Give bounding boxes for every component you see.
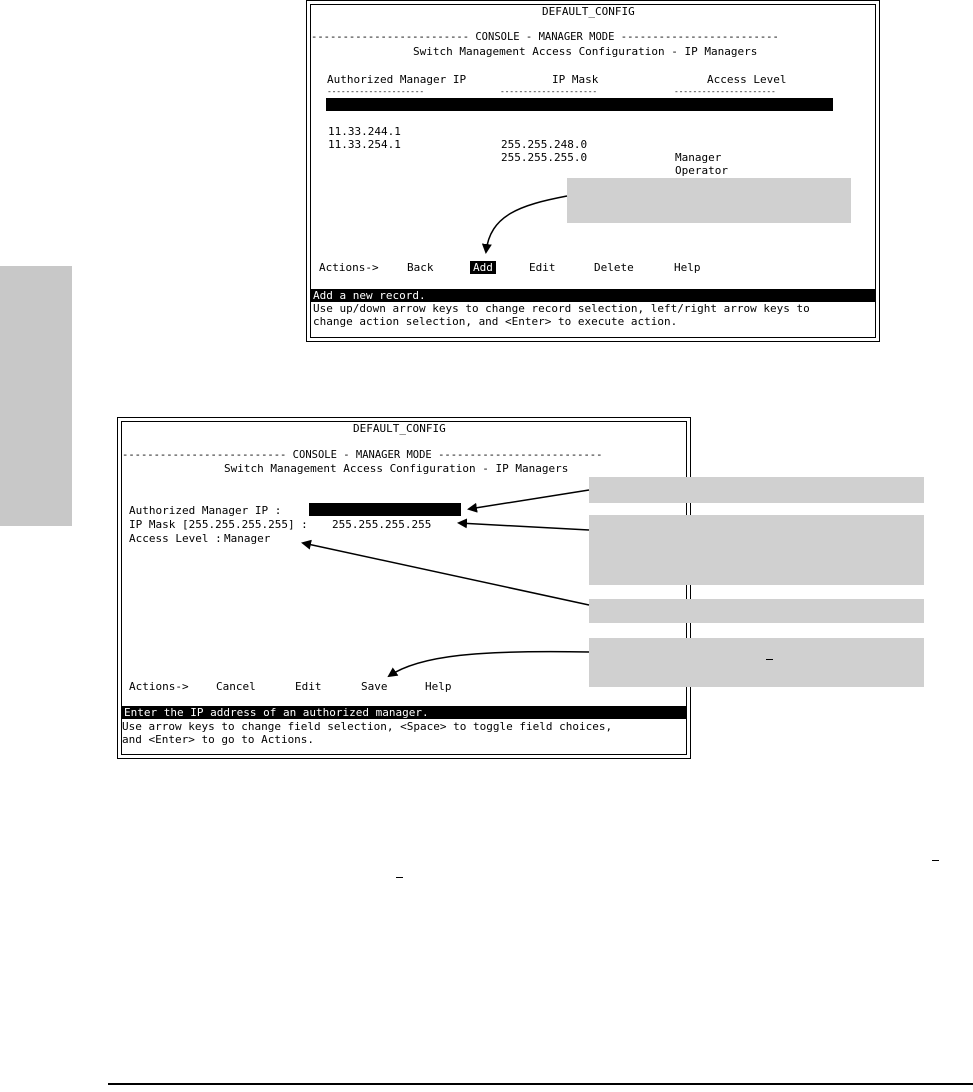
action-help[interactable]: Help	[674, 261, 701, 274]
column-dashes-level: ----------------------	[674, 87, 776, 96]
authorized-ip-label: Authorized Manager IP :	[129, 504, 282, 517]
help-line-2: and <Enter> to go to Actions.	[122, 733, 315, 746]
action-add[interactable]: Add	[470, 261, 496, 274]
status-line: Enter the IP address of an authorized manager.	[122, 706, 686, 719]
help-line-2: change action selection, and <Enter> to execute action.	[313, 315, 678, 328]
action-help[interactable]: Help	[425, 680, 452, 693]
action-delete[interactable]: Delete	[594, 261, 634, 274]
row-level: Manager	[675, 151, 722, 164]
actions-label: Actions->	[129, 680, 189, 693]
row-mask: 255.255.248.0	[501, 138, 588, 151]
action-edit[interactable]: Edit	[529, 261, 556, 274]
action-edit[interactable]: Edit	[295, 680, 322, 693]
status-line: Add a new record.	[311, 289, 875, 302]
row-ip: 11.33.244.1	[328, 125, 401, 138]
column-dashes-ip: ---------------------	[327, 87, 424, 96]
screen-title: DEFAULT_CONFIG	[353, 422, 446, 435]
access-level-field[interactable]: Manager	[224, 532, 271, 545]
help-line-1: Use arrow keys to change field selection, <Space> to toggle field choices,	[122, 720, 613, 733]
access-level-label: Access Level :	[129, 532, 222, 545]
help-line-1: Use up/down arrow keys to change record selection, left/right arrow keys to	[313, 302, 810, 315]
column-header-level: Access Level	[707, 73, 787, 86]
row-mask: 255.255.255.255	[499, 124, 599, 137]
column-header-mask: IP Mask	[552, 73, 599, 86]
mode-line: ------------------------- CONSOLE - MANAGER MODE -------------------------	[311, 31, 779, 43]
row-ip: 11.33.248.5	[326, 111, 399, 124]
row-level: Operator	[675, 164, 728, 177]
row-mask: 255.255.255.0	[501, 151, 588, 164]
arrow-to-save	[389, 652, 589, 676]
arrow-to-mask-field	[459, 523, 589, 530]
column-dashes-mask: ---------------------	[500, 87, 597, 96]
ip-mask-field[interactable]: 255.255.255.255	[332, 518, 432, 531]
ip-mask-label: IP Mask [255.255.255.255] :	[129, 518, 308, 531]
column-header-ip: Authorized Manager IP	[327, 73, 467, 86]
mode-line: -------------------------- CONSOLE - MANAGER MODE --------------------------	[122, 449, 603, 461]
arrow-to-ip-field	[469, 490, 589, 509]
screen-title: DEFAULT_CONFIG	[542, 5, 635, 18]
page-heading: Switch Management Access Configuration - IP Managers	[224, 462, 569, 475]
action-cancel[interactable]: Cancel	[216, 680, 256, 693]
arrow-to-access-field	[303, 543, 589, 605]
action-back[interactable]: Back	[407, 261, 434, 274]
row-level: Manager	[673, 137, 720, 150]
arrow-to-add	[486, 196, 567, 252]
action-save[interactable]: Save	[361, 680, 388, 693]
row-ip: 11.33.254.1	[328, 138, 401, 151]
page-heading: Switch Management Access Configuration - IP Managers	[413, 45, 758, 58]
actions-label: Actions->	[319, 261, 379, 274]
